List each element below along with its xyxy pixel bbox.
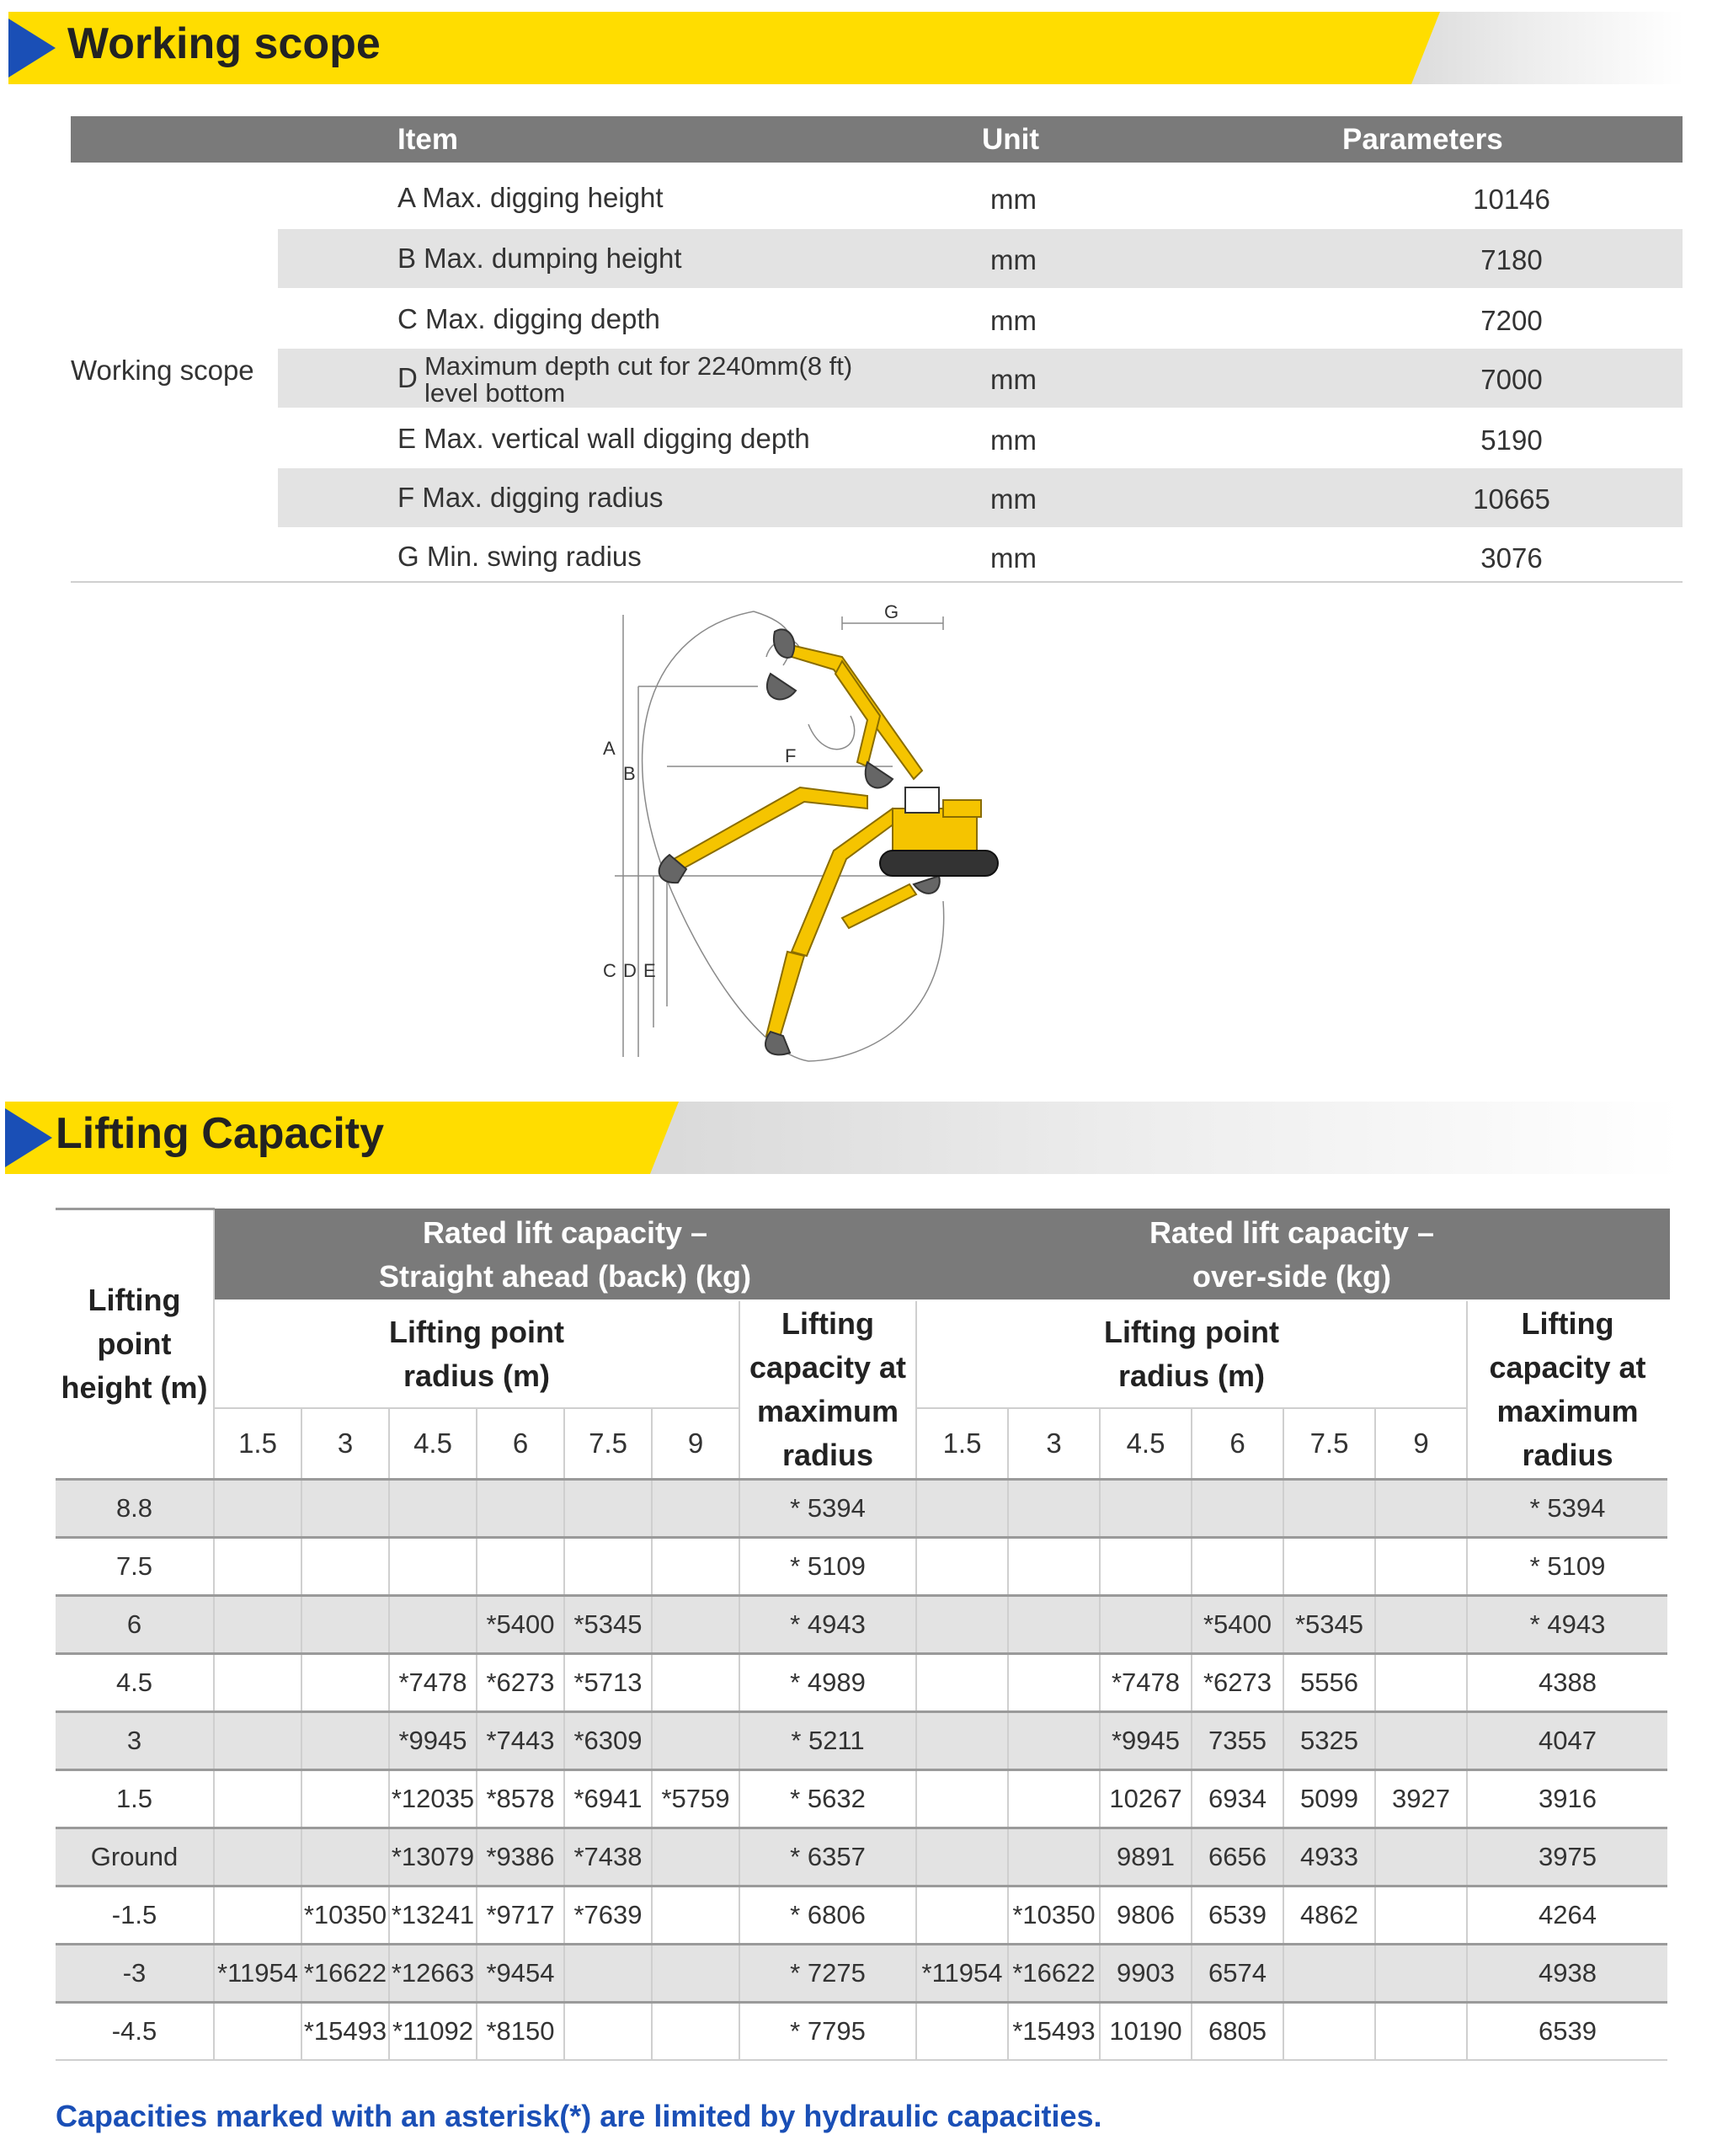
straight-capacity-cell: *6273 (477, 1653, 564, 1711)
header-unit: Unit (982, 123, 1040, 156)
side-capacity-cell: 5325 (1283, 1711, 1375, 1769)
height-cell: 8.8 (56, 1479, 214, 1537)
side-capacity-cell: *16622 (1008, 1944, 1100, 2002)
height-cell: 4.5 (56, 1653, 214, 1711)
straight-capacity-cell: *15493 (301, 2002, 389, 2060)
side-capacity-cell: 6539 (1192, 1886, 1283, 1944)
side-capacity-cell (1375, 1595, 1467, 1653)
straight-capacity-cell: *7438 (564, 1828, 652, 1886)
row-unit: mm (990, 364, 1037, 395)
side-capacity-cell: 9891 (1100, 1828, 1192, 1886)
straight-capacity-cell: *7478 (389, 1653, 477, 1711)
side-capacity-cell (1375, 1711, 1467, 1769)
row-value: 10146 (1473, 184, 1550, 215)
side-capacity-cell (916, 1595, 1008, 1653)
side-capacity-cell (1375, 1828, 1467, 1886)
side-capacity-cell (1375, 2002, 1467, 2060)
height-cell: -4.5 (56, 2002, 214, 2060)
straight-capacity-cell: *8578 (477, 1769, 564, 1828)
side-capacity-cell: 10267 (1100, 1769, 1192, 1828)
row-item: C Max. digging depth (397, 303, 660, 334)
table-row (56, 1537, 1669, 1595)
straight-capacity-cell: *5759 (652, 1769, 739, 1828)
straight-max-cell: * 7275 (739, 1944, 916, 2002)
radius-header-cell: 3 (301, 1408, 389, 1480)
side-capacity-cell (1100, 1595, 1192, 1653)
side-capacity-cell (1008, 1537, 1100, 1595)
side-capacity-cell: *5345 (1283, 1595, 1375, 1653)
straight-capacity-cell (477, 1537, 564, 1595)
height-cell: -3 (56, 1944, 214, 2002)
side-capacity-cell (1008, 1711, 1100, 1769)
straight-capacity-cell (652, 1479, 739, 1537)
straight-capacity-cell: *6309 (564, 1711, 652, 1769)
side-max-cell: * 5109 (1467, 1537, 1667, 1595)
side-capacity-cell (916, 1828, 1008, 1886)
side-capacity-cell (916, 1769, 1008, 1828)
straight-capacity-cell (652, 2002, 739, 2060)
side-capacity-cell (1375, 1537, 1467, 1595)
row-unit: mm (990, 424, 1037, 456)
side-max-cell: 4938 (1467, 1944, 1667, 2002)
table-row (56, 1711, 1669, 1769)
straight-capacity-cell (301, 1769, 389, 1828)
table-row (56, 1595, 1669, 1653)
straight-capacity-cell (477, 1479, 564, 1537)
row-unit: mm (990, 184, 1037, 215)
working-scope-row (278, 527, 1683, 586)
straight-capacity-cell (301, 1711, 389, 1769)
working-scope-row (278, 229, 1683, 288)
radius-header-cell: 1.5 (916, 1408, 1008, 1480)
row-unit: mm (990, 542, 1037, 574)
banner-arrow-icon (8, 19, 56, 77)
section-title: Lifting Capacity (56, 1109, 385, 1158)
max-radius-header-straight: Lifting capacity at maximum radius (739, 1300, 916, 1480)
group-header-blank (1667, 1209, 1669, 1300)
straight-capacity-cell (214, 1886, 301, 1944)
side-capacity-cell: 9903 (1100, 1944, 1192, 2002)
straight-capacity-cell (301, 1537, 389, 1595)
straight-capacity-cell: *10350 (301, 1886, 389, 1944)
straight-capacity-cell (652, 1828, 739, 1886)
table-row (56, 1769, 1669, 1828)
straight-capacity-cell: *12035 (389, 1769, 477, 1828)
straight-capacity-cell (214, 1595, 301, 1653)
straight-capacity-cell: *16622 (301, 1944, 389, 2002)
side-capacity-cell (1100, 1479, 1192, 1537)
straight-capacity-cell (214, 1711, 301, 1769)
header-item: Item (397, 123, 458, 156)
side-capacity-cell (1283, 1479, 1375, 1537)
straight-capacity-cell (564, 1537, 652, 1595)
diagram-label-g: G (884, 601, 899, 622)
straight-capacity-cell (652, 1711, 739, 1769)
height-cell: 3 (56, 1711, 214, 1769)
section-title: Working scope (67, 19, 381, 68)
working-scope-banner (8, 12, 1684, 84)
side-max-cell: 3916 (1467, 1769, 1667, 1828)
banner-arrow-icon (5, 1108, 52, 1167)
straight-capacity-cell: *9717 (477, 1886, 564, 1944)
footnote: Capacities marked with an asterisk(*) are limited by hydraulic capacities. (56, 2099, 1102, 2133)
radius-header-cell: 7.5 (564, 1408, 652, 1480)
working-scope-row (278, 468, 1683, 527)
straight-max-cell: * 6806 (739, 1886, 916, 1944)
side-capacity-cell: 7355 (1192, 1711, 1283, 1769)
straight-capacity-cell: *9454 (477, 1944, 564, 2002)
height-cell: Ground (56, 1828, 214, 1886)
radius-header-over-side: Lifting point radius (m) (916, 1300, 1467, 1408)
row-value: 10665 (1473, 483, 1550, 515)
side-capacity-cell: *10350 (1008, 1886, 1100, 1944)
excavator-working-range-diagram (589, 598, 1061, 1070)
radius-header-straight: Lifting point radius (m) (214, 1300, 739, 1408)
side-capacity-cell (916, 2002, 1008, 2060)
row-value: 7000 (1480, 364, 1543, 395)
straight-capacity-cell (301, 1828, 389, 1886)
radius-header-cell: 6 (477, 1408, 564, 1480)
straight-capacity-cell (564, 1479, 652, 1537)
radius-header-cell: 4.5 (1100, 1408, 1192, 1480)
straight-capacity-cell: *6941 (564, 1769, 652, 1828)
row-item: E Max. vertical wall digging depth (397, 423, 810, 454)
straight-capacity-cell (214, 1653, 301, 1711)
straight-max-cell: * 4989 (739, 1653, 916, 1711)
side-capacity-cell: 5556 (1283, 1653, 1375, 1711)
straight-max-cell: * 5211 (739, 1711, 916, 1769)
straight-capacity-cell: *13079 (389, 1828, 477, 1886)
side-capacity-cell (1008, 1828, 1100, 1886)
table-row (56, 1828, 1669, 1886)
max-radius-header-over-side: Lifting capacity at maximum radius (1467, 1300, 1667, 1480)
side-capacity-cell (916, 1886, 1008, 1944)
row-unit: mm (990, 244, 1037, 275)
lifting-capacity-banner (5, 1102, 1681, 1174)
working-scope-group-label: Working scope (71, 355, 254, 386)
side-capacity-cell: *5400 (1192, 1595, 1283, 1653)
working-scope-table-header (71, 116, 1683, 163)
side-capacity-cell: *6273 (1192, 1653, 1283, 1711)
side-capacity-cell: 4862 (1283, 1886, 1375, 1944)
radius-header-cell: 4.5 (389, 1408, 477, 1480)
diagram-label-f: F (785, 745, 797, 766)
row-value: 3076 (1480, 542, 1543, 574)
diagram-label-a: A (603, 738, 616, 759)
straight-capacity-cell (652, 1944, 739, 2002)
straight-capacity-cell: *12663 (389, 1944, 477, 2002)
side-capacity-cell (1008, 1653, 1100, 1711)
side-capacity-cell: *7478 (1100, 1653, 1192, 1711)
straight-capacity-cell (301, 1595, 389, 1653)
working-scope-row (278, 290, 1683, 349)
side-max-cell: 4047 (1467, 1711, 1667, 1769)
side-capacity-cell: 6934 (1192, 1769, 1283, 1828)
straight-capacity-cell: *5345 (564, 1595, 652, 1653)
side-capacity-cell (1008, 1769, 1100, 1828)
straight-capacity-cell (652, 1653, 739, 1711)
diagram-label-c: C (603, 960, 616, 981)
table-row (56, 1479, 1669, 1537)
straight-max-cell: * 5394 (739, 1479, 916, 1537)
straight-capacity-cell (214, 1479, 301, 1537)
side-max-cell: 3975 (1467, 1828, 1667, 1886)
side-max-cell: 4388 (1467, 1653, 1667, 1711)
straight-capacity-cell: *5713 (564, 1653, 652, 1711)
side-capacity-cell (1008, 1595, 1100, 1653)
side-capacity-cell (916, 1653, 1008, 1711)
straight-capacity-cell (652, 1595, 739, 1653)
row-value: 7180 (1480, 244, 1543, 275)
side-max-cell: 6539 (1467, 2002, 1667, 2060)
straight-capacity-cell: *7443 (477, 1711, 564, 1769)
working-scope-row (278, 409, 1683, 468)
side-capacity-cell (916, 1479, 1008, 1537)
height-cell: 6 (56, 1595, 214, 1653)
radius-header-cell: 7.5 (1283, 1408, 1375, 1480)
group-header-straight: Rated lift capacity – Straight ahead (back) (kg) (214, 1209, 916, 1300)
radius-header-cell: 9 (652, 1408, 739, 1480)
side-capacity-cell (1375, 1886, 1467, 1944)
straight-capacity-cell: *7639 (564, 1886, 652, 1944)
straight-capacity-cell (214, 1828, 301, 1886)
side-capacity-cell (1100, 1537, 1192, 1595)
side-max-cell: * 4943 (1467, 1595, 1667, 1653)
side-capacity-cell (916, 1711, 1008, 1769)
height-cell: 7.5 (56, 1537, 214, 1595)
straight-capacity-cell (652, 1537, 739, 1595)
straight-capacity-cell (564, 2002, 652, 2060)
straight-capacity-cell: *9386 (477, 1828, 564, 1886)
side-capacity-cell (1283, 1537, 1375, 1595)
side-capacity-cell (1375, 1653, 1467, 1711)
side-capacity-cell: 9806 (1100, 1886, 1192, 1944)
side-capacity-cell: 6805 (1192, 2002, 1283, 2060)
side-capacity-cell: 3927 (1375, 1769, 1467, 1828)
side-max-cell: 4264 (1467, 1886, 1667, 1944)
height-cell: 1.5 (56, 1769, 214, 1828)
side-capacity-cell: *15493 (1008, 2002, 1100, 2060)
straight-max-cell: * 6357 (739, 1828, 916, 1886)
diagram-label-e: E (643, 960, 656, 981)
table-row (56, 1886, 1669, 1944)
straight-capacity-cell: *5400 (477, 1595, 564, 1653)
straight-capacity-cell (389, 1595, 477, 1653)
straight-max-cell: * 7795 (739, 2002, 916, 2060)
working-scope-row (278, 168, 1683, 227)
header-parameters: Parameters (1342, 123, 1503, 156)
radius-header-cell: 6 (1192, 1408, 1283, 1480)
side-capacity-cell (916, 1537, 1008, 1595)
side-capacity-cell: *9945 (1100, 1711, 1192, 1769)
straight-capacity-cell (389, 1537, 477, 1595)
row-unit: mm (990, 305, 1037, 336)
straight-max-cell: * 4943 (739, 1595, 916, 1653)
radius-header-cell: 1.5 (214, 1408, 301, 1480)
straight-capacity-cell (301, 1479, 389, 1537)
side-capacity-cell: 6656 (1192, 1828, 1283, 1886)
diagram-label-d: D (623, 960, 637, 981)
side-capacity-cell (1375, 1479, 1467, 1537)
straight-capacity-cell: *9945 (389, 1711, 477, 1769)
row-unit: mm (990, 483, 1037, 515)
row-item: B Max. dumping height (397, 243, 682, 274)
side-capacity-cell (1008, 1479, 1100, 1537)
straight-capacity-cell (389, 1479, 477, 1537)
side-capacity-cell: 10190 (1100, 2002, 1192, 2060)
row-value: 5190 (1480, 424, 1543, 456)
side-capacity-cell (1283, 1944, 1375, 2002)
straight-capacity-cell (214, 2002, 301, 2060)
side-capacity-cell (1283, 2002, 1375, 2060)
diagram-label-b: B (623, 763, 636, 784)
radius-header-cell: 3 (1008, 1408, 1100, 1480)
straight-capacity-cell (214, 1537, 301, 1595)
table-row (56, 1944, 1669, 2002)
straight-max-cell: * 5109 (739, 1537, 916, 1595)
row-item: F Max. digging radius (397, 482, 664, 513)
side-capacity-cell: 4933 (1283, 1828, 1375, 1886)
straight-capacity-cell (652, 1886, 739, 1944)
radius-header-cell: 9 (1375, 1408, 1467, 1480)
lifting-point-height-header: Lifting point height (m) (56, 1209, 214, 1480)
group-header-over-side: Rated lift capacity – over-side (kg) (916, 1209, 1667, 1300)
side-capacity-cell (1192, 1537, 1283, 1595)
side-capacity-cell (1375, 1944, 1467, 2002)
row-value: 7200 (1480, 305, 1543, 336)
straight-capacity-cell: *13241 (389, 1886, 477, 1944)
straight-capacity-cell: *11092 (389, 2002, 477, 2060)
working-scope-row: D Maximum depth cut for 2240mm(8 ft) level bottom mm 7000 (278, 349, 1683, 408)
straight-capacity-cell: *8150 (477, 2002, 564, 2060)
straight-capacity-cell (564, 1944, 652, 2002)
row-item: A Max. digging height (397, 182, 664, 213)
side-capacity-cell: 5099 (1283, 1769, 1375, 1828)
height-cell: -1.5 (56, 1886, 214, 1944)
side-capacity-cell: *11954 (916, 1944, 1008, 2002)
straight-capacity-cell (214, 1769, 301, 1828)
straight-capacity-cell: *11954 (214, 1944, 301, 2002)
side-capacity-cell (1192, 1479, 1283, 1537)
table-row (56, 1653, 1669, 1711)
straight-max-cell: * 5632 (739, 1769, 916, 1828)
lifting-capacity-table (56, 1208, 1670, 2061)
side-max-cell: * 5394 (1467, 1479, 1667, 1537)
table-row (56, 2002, 1669, 2060)
straight-capacity-cell (301, 1653, 389, 1711)
side-capacity-cell: 6574 (1192, 1944, 1283, 2002)
table-divider (71, 581, 1683, 583)
row-item: G Min. swing radius (397, 541, 642, 572)
